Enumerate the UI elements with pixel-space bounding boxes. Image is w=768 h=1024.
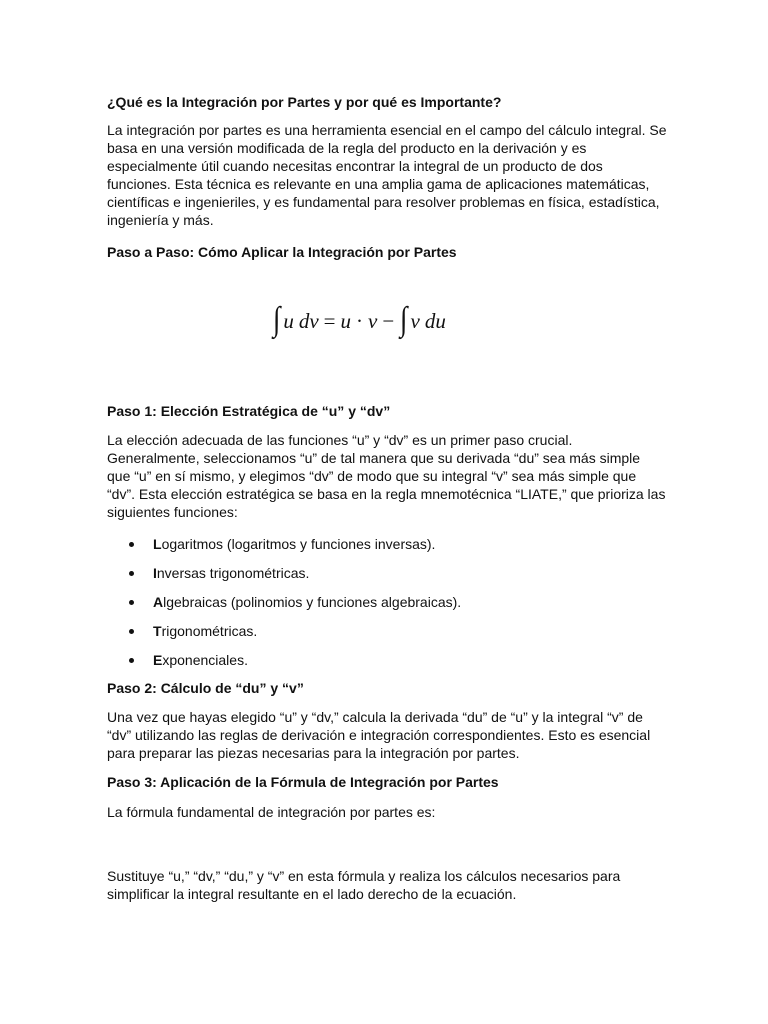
step1-paragraph: La elección adecuada de las funciones “u” y “dv” es un primer paso crucial. Generalmente, seleccionamos “u” de tal manera que su derivada “du” sea más simple que “u” en sí mismo, y elegimos “dv” de modo que su integral “v” sea más simple que “dv”. Esta elección estratégica se basa en la regla mnemotécnica “LIATE,” que prioriza las siguientes funciones: (107, 432, 666, 520)
formula-du: du (424, 309, 446, 333)
intro-paragraph: La integración por partes es una herramienta esencial en el campo del cálculo integral. Se basa en una versión modificada de la regla del producto en la derivación y es especialmente útil cuando necesitas encontrar la integral de un producto de dos funciones. Esta técnica es relevante en una amplia gama de aplicaciones matemáticas, científicas e ingenieriles, y es fundamental para resolver problemas en física, estadística, ingeniería y más. (107, 122, 667, 228)
list-item-logaritmos (107, 535, 667, 564)
step2-paragraph: Una vez que hayas elegido “u” y “dv,” calcula la derivada “du” de “u” y la integral “v” de “dv” utilizando las reglas de derivación e integración correspondientes. Esto es esencial para preparar las piezas necesarias para la integración por partes. (107, 709, 651, 761)
liate-letter: T (153, 623, 162, 639)
heading-what-is: ¿Qué es la Integración por Partes y por qué es Importante? (107, 94, 502, 110)
heading-step-3: Paso 3: Aplicación de la Fórmula de Integración por Partes (107, 774, 499, 790)
heading-step-2: Paso 2: Cálculo de “du” y “v” (107, 680, 304, 696)
liate-letter: I (153, 565, 157, 581)
liate-text: lgebraicas (polinomios y funciones algebraicas). (163, 594, 462, 610)
formula-u: u (283, 309, 294, 333)
formula-v-rhs: v (368, 309, 378, 333)
formula-v: v (410, 309, 420, 333)
formula-equals: = (323, 309, 336, 333)
liate-letter: L (153, 536, 162, 552)
liate-text: xponenciales. (162, 652, 248, 668)
list-item-algebraicas (107, 593, 667, 622)
integral-sign: ∫ (272, 301, 281, 338)
formula-dv: dv (298, 309, 319, 333)
liate-letter: E (153, 652, 163, 668)
liate-text: ogaritmos (logaritmos y funciones inversas). (161, 536, 436, 552)
liate-list (107, 535, 667, 680)
step3-paragraph-2: Sustituye “u,” “dv,” “du,” y “v” en esta fórmula y realiza los cálculos necesarios para simplificar la integral resultante en el lado derecho de la ecuación. (107, 868, 621, 902)
liate-text: rigonométricas. (161, 623, 258, 639)
list-item-inversas (107, 564, 667, 593)
formula-dot: · (356, 309, 363, 333)
formula-u-rhs: u (340, 309, 351, 333)
heading-step-by-step: Paso a Paso: Cómo Aplicar la Integración por Partes (107, 244, 457, 260)
liate-letter: A (153, 594, 164, 610)
heading-step-1: Paso 1: Elección Estratégica de “u” y “dv” (107, 403, 391, 419)
list-item-trigonometricas (107, 622, 667, 651)
integral-sign-2: ∫ (400, 301, 408, 338)
formula-minus: − (382, 309, 395, 333)
liate-text: nversas trigonométricas. (156, 565, 310, 581)
integration-by-parts-formula (272, 298, 512, 344)
list-item-exponenciales (107, 651, 667, 680)
step3-paragraph: La fórmula fundamental de integración por partes es: (107, 804, 436, 820)
